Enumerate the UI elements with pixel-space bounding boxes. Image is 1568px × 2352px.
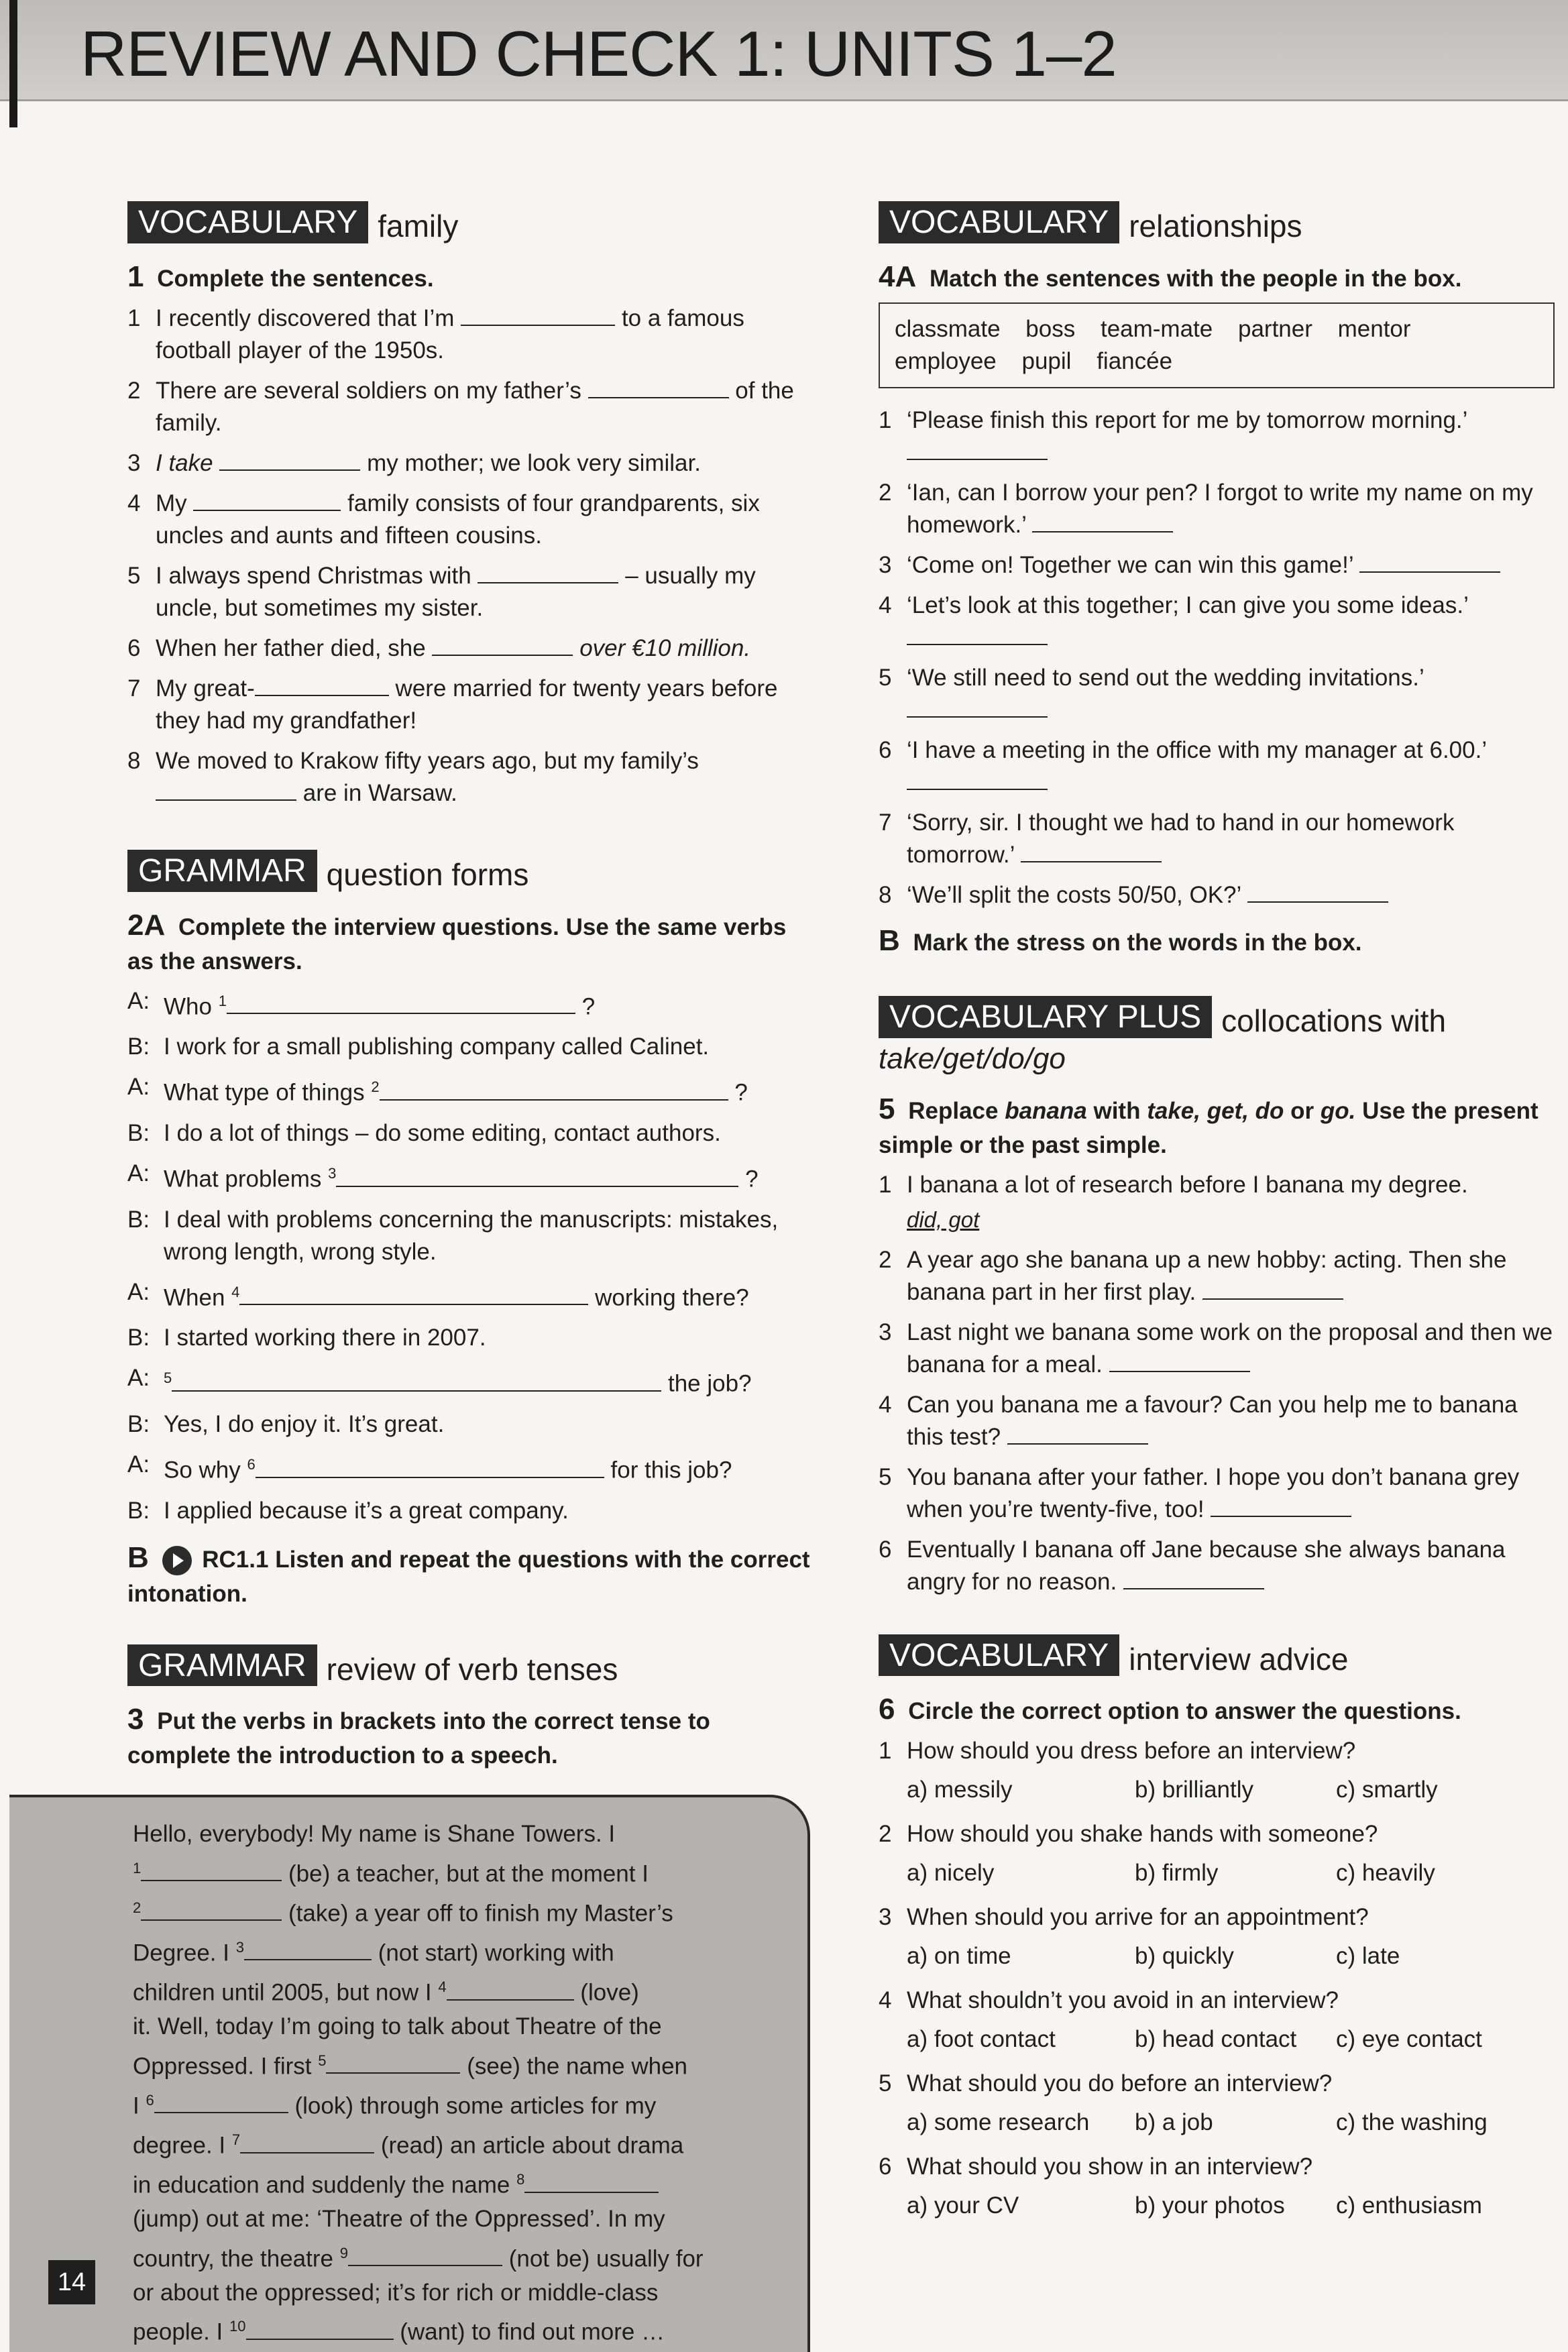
item-number: 1 [127, 304, 141, 331]
line-text: I applied because it’s a great company. [164, 1497, 569, 1524]
list-item [127, 447, 811, 480]
list-item [127, 488, 811, 552]
item-text: ‘Ian, can I borrow your pen? I forgot to write my name on my homework.’ [907, 479, 1533, 538]
item-text: over €10 million. [579, 634, 751, 661]
section-topic-continued: take/get/do/go [879, 1042, 1066, 1075]
item-number: 7 [127, 675, 141, 702]
answer-blank[interactable] [1202, 1298, 1343, 1300]
item-text: I banana a lot of research before I banana my degree. [907, 1171, 1468, 1198]
section-vocabulary-relationships [879, 201, 1556, 960]
item-number: 5 [879, 1463, 892, 1490]
speech-line: (jump) out at me: ‘Theatre of the Oppressed’. In my [133, 2206, 665, 2233]
answer-blank[interactable] [326, 2072, 460, 2074]
section-header [879, 1634, 1556, 1677]
line-end: ? [734, 1079, 748, 1106]
answer-blank[interactable] [172, 1390, 661, 1392]
answer-options [907, 1940, 1556, 1972]
list-item [879, 549, 1556, 581]
option-b[interactable]: b) brilliantly [1135, 1777, 1253, 1803]
answer-options [907, 1774, 1556, 1806]
option-c[interactable]: c) enthusiasm [1336, 2192, 1482, 2219]
item-number: 8 [879, 881, 892, 908]
speaker: A: [127, 1160, 150, 1186]
speaker: B: [127, 1206, 150, 1233]
list-item [879, 734, 1556, 799]
list-item [127, 632, 811, 665]
exercise-instruction [879, 1092, 1556, 1162]
question [879, 1735, 1556, 1767]
answer-blank[interactable] [907, 716, 1048, 718]
item-text: I take [156, 449, 213, 476]
instruction-keyword: banana [1005, 1097, 1087, 1124]
line-end: the job? [667, 1370, 752, 1397]
gap-number: 4 [231, 1283, 240, 1300]
answer-options [907, 2107, 1556, 2139]
speaker: A: [127, 987, 150, 1014]
item-text: I recently discovered that I’m [156, 304, 455, 331]
line-end: working there? [595, 1284, 749, 1311]
question [879, 2068, 1556, 2100]
item-number: 3 [879, 551, 892, 578]
answer-blank[interactable] [1007, 1443, 1148, 1445]
speaker: A: [127, 1074, 150, 1101]
option-c[interactable]: c) eye contact [1336, 2026, 1482, 2053]
list-item [879, 404, 1556, 469]
item-number: 3 [879, 1319, 892, 1345]
section-label: VOCABULARY PLUS [879, 996, 1212, 1038]
option-a[interactable]: a) your CV [907, 2192, 1019, 2219]
section-topic: relationships [1129, 209, 1302, 244]
instruction-keyword: go. [1320, 1097, 1356, 1124]
item-number: 5 [879, 2070, 892, 2097]
section-vocabulary-plus [879, 996, 1556, 1598]
speaker: A: [127, 1278, 150, 1305]
question [879, 1818, 1556, 1850]
dialog-line [127, 1031, 811, 1063]
speech-line: Degree. I $^3$ (not start) working with [133, 1938, 614, 1966]
word: team-mate [1100, 315, 1213, 342]
exercise-instruction [127, 1541, 811, 1611]
answer-blank[interactable] [1359, 571, 1500, 573]
list-item [879, 807, 1556, 871]
line-text: I work for a small publishing company called Calinet. [164, 1033, 710, 1060]
list-item [127, 673, 811, 737]
answer-options [907, 2190, 1556, 2222]
answer-blank[interactable] [227, 1012, 575, 1014]
exercise-part-label: B [127, 1541, 149, 1574]
answer-blank[interactable] [907, 458, 1048, 460]
example-answer: did, got [907, 1207, 980, 1232]
section-vocabulary-family [127, 201, 811, 809]
section-topic: review of verb tenses [326, 1651, 618, 1687]
question-text: What should you do before an interview? [907, 2070, 1333, 2097]
instruction-text: or [1290, 1097, 1314, 1124]
question-text: How should you shake hands with someone? [907, 1821, 1378, 1848]
item-number: 2 [879, 1246, 892, 1273]
exercise-items [879, 1169, 1556, 1598]
dialog-line [127, 1071, 811, 1109]
speech-line: in education and suddenly the name $^8$ [133, 2163, 777, 2202]
title-marker [9, 0, 17, 127]
speech-line: it. Well, today I’m going to talk about Theatre of the [133, 2013, 662, 2040]
answer-blank[interactable] [244, 1958, 372, 1960]
answer-options [907, 1857, 1556, 1889]
item-text: We moved to Krakow fifty years ago, but my family’s [156, 747, 699, 774]
list-item [127, 745, 811, 809]
list-item [879, 1169, 1556, 1201]
dialog-line [127, 985, 811, 1023]
item-number: 4 [879, 1987, 892, 2014]
speaker: A: [127, 1451, 150, 1477]
instruction-text: Put the verbs in brackets into the correct tense to complete the introduction to a speech. [127, 1708, 710, 1769]
line-text: So why [164, 1457, 241, 1483]
dialog-line [127, 1117, 811, 1150]
answer-blank[interactable] [524, 2191, 659, 2193]
word-box [879, 302, 1555, 388]
left-column [127, 201, 811, 1799]
speech-line: Hello, everybody! My name is Shane Towers. I [133, 1821, 616, 1847]
option-c[interactable]: c) smartly [1336, 1777, 1438, 1803]
line-end: ? [745, 1166, 759, 1192]
list-item [879, 590, 1556, 654]
answer-blank[interactable] [240, 2151, 374, 2153]
answer-blank[interactable] [907, 643, 1048, 645]
list-item [879, 1461, 1556, 1526]
answer-blank[interactable] [478, 581, 618, 583]
answer-options [907, 2023, 1556, 2056]
exercise-items [879, 1735, 1556, 2222]
item-text: were married for twenty years before they had my grandfather! [156, 675, 778, 734]
word: classmate [895, 315, 1001, 342]
word: boss [1025, 315, 1076, 342]
question [879, 2151, 1556, 2183]
item-text: ‘Let’s look at this together; I can give you some ideas.’ [907, 592, 1469, 618]
exercise-instruction [127, 260, 811, 296]
option-c[interactable]: c) late [1336, 1943, 1400, 1970]
item-text: Can you banana me a favour? Can you help me to banana this test? [907, 1391, 1518, 1450]
gap-number: 6 [247, 1455, 256, 1473]
item-text: ‘Come on! Together we can win this game!’ [907, 551, 1353, 578]
instruction-text: Mark the stress on the words in the box. [913, 929, 1362, 956]
word-box-row [895, 345, 1538, 378]
speaker: B: [127, 1033, 150, 1060]
item-text: ‘We still need to send out the wedding invitations.’ [907, 664, 1424, 691]
item-number: 5 [879, 664, 892, 691]
answer-blank[interactable] [156, 799, 296, 801]
line-text: What type of things [164, 1079, 365, 1106]
item-text: are in Warsaw. [302, 779, 457, 806]
item-number: 8 [127, 747, 141, 774]
word: pupil [1021, 347, 1072, 374]
item-number: 4 [127, 490, 141, 516]
speech-line: or about the oppressed; it’s for rich or middle-class [133, 2279, 659, 2306]
right-column [879, 201, 1556, 2249]
item-number: 6 [879, 736, 892, 763]
exercise-number: 3 [127, 1703, 144, 1736]
list-item [879, 477, 1556, 541]
option-b[interactable]: b) your photos [1135, 2192, 1285, 2219]
section-topic: question forms [326, 857, 529, 892]
option-a[interactable]: a) foot contact [907, 2026, 1056, 2053]
item-number: 1 [879, 406, 892, 433]
gap-number: 1 [218, 992, 227, 1009]
dialog-line [127, 1495, 811, 1527]
section-grammar-verb-tenses [127, 1644, 811, 1773]
item-text: ‘Sorry, sir. I thought we had to hand in our homework tomorrow.’ [907, 809, 1455, 868]
section-label: GRAMMAR [127, 850, 317, 892]
list-item [127, 560, 811, 624]
speaker: B: [127, 1119, 150, 1146]
gap-number: 3 [328, 1164, 337, 1182]
item-number: 2 [879, 479, 892, 506]
instruction-keyword: take, get, do [1147, 1097, 1284, 1124]
speaker: B: [127, 1497, 150, 1524]
item-text: You banana after your father. I hope you don’t banana grey when you’re twenty-five, too! [907, 1463, 1520, 1522]
gap-number: 5 [164, 1369, 172, 1387]
item-number: 7 [879, 809, 892, 836]
interview-dialog [127, 985, 811, 1527]
item-number: 6 [879, 1536, 892, 1563]
speaker: B: [127, 1325, 150, 1351]
exercise-part-label: B [879, 923, 900, 957]
list-item [879, 1534, 1556, 1598]
option-b[interactable]: b) firmly [1135, 1860, 1219, 1887]
item-text: A year ago she banana up a new hobby: acting. Then she banana part in her first play. [907, 1246, 1507, 1305]
section-topic: interview advice [1129, 1641, 1349, 1677]
option-a[interactable]: a) on time [907, 1943, 1011, 1970]
dialog-line [127, 1449, 811, 1487]
instruction-text: Complete the sentences. [157, 265, 434, 292]
item-text: – usually my uncle, but sometimes my sister. [156, 562, 756, 621]
question-text: When should you arrive for an appointment? [907, 1904, 1369, 1931]
answer-blank[interactable] [348, 2264, 502, 2266]
section-vocabulary-interview [879, 1634, 1556, 2223]
item-number: 4 [879, 1391, 892, 1418]
instruction-text: Match the sentences with the people in the box. [929, 265, 1462, 292]
item-text: My great- [156, 675, 255, 702]
line-text: Yes, I do enjoy it. It’s great. [164, 1410, 445, 1437]
speech-line: country, the theatre $^9$ (not be) usually for [133, 2244, 704, 2272]
list-item [879, 1244, 1556, 1308]
line-end: for this job? [610, 1457, 732, 1483]
exercise-instruction [127, 908, 811, 978]
word: fiancée [1097, 347, 1173, 374]
exercise-instruction [879, 260, 1556, 296]
speech-line: people. I $^{10}$ (want) to find out more … [133, 2318, 665, 2346]
option-a[interactable]: a) some research [907, 2109, 1090, 2136]
item-number: 3 [879, 1904, 892, 1931]
item-text: There are several soldiers on my father’s [156, 377, 581, 404]
line-text: I started working there in 2007. [164, 1325, 486, 1351]
section-header [127, 201, 811, 243]
item-text: Last night we banana some work on the proposal and then we banana for a meal. [907, 1319, 1553, 1378]
item-number: 1 [879, 1738, 892, 1765]
speech-line: $^1$ (be) a teacher, but at the moment I [133, 1859, 649, 1887]
answer-blank[interactable] [141, 1879, 282, 1881]
exercise-items [127, 302, 811, 809]
exercise-instruction [879, 923, 1556, 960]
section-header [127, 850, 811, 892]
item-number: 3 [127, 449, 141, 476]
question [879, 1901, 1556, 1934]
item-text: ‘I have a meeting in the office with my manager at 6.00.’ [907, 736, 1488, 763]
exercise-items [879, 404, 1556, 911]
item-text: to a famous football player of the 1950s. [156, 304, 744, 363]
speech-line: Oppressed. I first $^5$ (see) the name when [133, 2052, 687, 2080]
answer-blank[interactable] [336, 1185, 738, 1187]
dialog-line [127, 1276, 811, 1314]
section-label: GRAMMAR [127, 1644, 317, 1687]
line-text: When [164, 1284, 225, 1311]
item-text: my mother; we look very similar. [367, 449, 701, 476]
speech-line: $^2$ (take) a year off to finish my Master’s [133, 1899, 673, 1927]
dialog-line [127, 1362, 811, 1400]
line-end: ? [581, 993, 596, 1020]
instruction-text: Complete the interview questions. Use the same verbs as the answers. [127, 913, 787, 974]
section-topic: family [378, 209, 459, 244]
dialog-line [127, 1408, 811, 1441]
speech-line: I $^6$ (look) through some articles for my [133, 2091, 657, 2119]
instruction-text: Listen and repeat the questions with the correct intonation. [127, 1546, 810, 1607]
answer-blank[interactable] [1247, 901, 1388, 903]
answer-blank[interactable] [239, 1303, 588, 1305]
answer-blank[interactable] [256, 1476, 604, 1478]
item-text: My [156, 490, 187, 516]
option-a[interactable]: a) messily [907, 1777, 1013, 1803]
list-item [127, 375, 811, 439]
exercise-number: 5 [879, 1092, 895, 1125]
option-c[interactable]: c) the washing [1336, 2109, 1488, 2136]
word: employee [895, 347, 997, 374]
answer-blank[interactable] [1032, 530, 1173, 533]
answer-blank[interactable] [907, 788, 1048, 790]
section-header [879, 996, 1556, 1038]
option-b[interactable]: b) quickly [1135, 1943, 1234, 1970]
answer-blank[interactable] [447, 1999, 574, 2001]
item-number: 4 [879, 592, 892, 618]
question-text: What shouldn’t you avoid in an interview? [907, 1987, 1339, 2014]
option-b[interactable]: b) head contact [1135, 2026, 1297, 2053]
speech-line: degree. I $^7$ (read) an article about drama [133, 2131, 684, 2159]
section-label: VOCABULARY [879, 201, 1119, 243]
answer-blank[interactable] [255, 694, 389, 696]
list-item [879, 662, 1556, 726]
item-text: I always spend Christmas with [156, 562, 471, 589]
line-text: I deal with problems concerning the manuscripts: mistakes, wrong length, wrong style. [164, 1206, 779, 1265]
answer-blank[interactable] [461, 324, 615, 326]
page-number: 14 [48, 2260, 95, 2304]
list-item [127, 302, 811, 367]
item-number: 6 [879, 2153, 892, 2180]
item-text: Eventually I banana off Jane because she always banana angry for no reason. [907, 1536, 1506, 1595]
line-text: What problems [164, 1166, 322, 1192]
speech-text [133, 1817, 777, 2350]
answer-blank[interactable] [154, 2111, 288, 2113]
item-number: 2 [127, 377, 141, 404]
answer-blank[interactable] [432, 654, 573, 656]
list-item [879, 1389, 1556, 1453]
exercise-number: 4A [879, 260, 917, 293]
item-text: of the family. [156, 377, 794, 436]
answer-blank[interactable] [380, 1099, 728, 1101]
exercise-number: 1 [127, 260, 144, 293]
option-b[interactable]: b) a job [1135, 2109, 1213, 2136]
item-number: 6 [127, 634, 141, 661]
item-text: When her father died, she [156, 634, 426, 661]
instruction-text: Use the present simple or the past simple. [879, 1097, 1538, 1158]
item-text: ‘Please finish this report for me by tomorrow morning.’ [907, 406, 1468, 433]
question [879, 1984, 1556, 2017]
item-number: 5 [127, 562, 141, 589]
exercise-instruction [879, 1692, 1556, 1728]
option-c[interactable]: c) heavily [1336, 1860, 1435, 1887]
item-number: 1 [879, 1171, 892, 1198]
exercise-instruction [127, 1702, 811, 1773]
dialog-line [127, 1158, 811, 1196]
answer-blank[interactable] [219, 469, 360, 471]
item-text: ‘We’ll split the costs 50/50, OK?’ [907, 881, 1241, 908]
word-box-row [895, 313, 1538, 345]
section-label: VOCABULARY [879, 1634, 1119, 1677]
answer-blank[interactable] [193, 509, 341, 511]
word: partner [1237, 315, 1312, 342]
section-label: VOCABULARY [127, 201, 368, 243]
instruction-text: Circle the correct option to answer the questions. [908, 1698, 1461, 1725]
speaker: A: [127, 1365, 150, 1392]
exercise-number: 2A [127, 908, 166, 942]
answer-blank[interactable] [1109, 1370, 1250, 1372]
speech-line: children until 2005, but now I $^4$ (love) [133, 1978, 639, 2006]
answer-blank[interactable] [246, 2338, 394, 2340]
instruction-text: with [1093, 1097, 1141, 1124]
line-text: I do a lot of things – do some editing, contact authors. [164, 1119, 721, 1146]
audio-play-icon[interactable] [162, 1546, 192, 1575]
instruction-text: Replace [908, 1097, 999, 1124]
line-text: Who [164, 993, 212, 1020]
page-title: REVIEW AND CHECK 1: UNITS 1–2 [80, 18, 1117, 90]
section-grammar-question-forms [127, 850, 811, 1611]
word: mentor [1337, 315, 1411, 342]
exercise-number: 6 [879, 1693, 895, 1726]
answer-blank[interactable] [141, 1919, 282, 1921]
section-header [879, 201, 1556, 243]
audio-track-label: RC1.1 [202, 1546, 269, 1573]
question-text: What should you show in an interview? [907, 2153, 1313, 2180]
speaker: B: [127, 1410, 150, 1437]
dialog-line [127, 1322, 811, 1354]
answer-blank[interactable] [1021, 860, 1162, 862]
question-text: How should you dress before an interview? [907, 1738, 1356, 1765]
answer-blank[interactable] [1211, 1515, 1351, 1517]
answer-blank[interactable] [1123, 1587, 1264, 1589]
dialog-line [127, 1204, 811, 1268]
answer-blank[interactable] [588, 396, 729, 398]
list-item [879, 879, 1556, 911]
list-item [879, 1317, 1556, 1381]
option-a[interactable]: a) nicely [907, 1860, 995, 1887]
gap-number: 2 [371, 1078, 380, 1096]
section-topic: collocations with [1221, 1003, 1447, 1038]
section-header [127, 1644, 811, 1687]
item-number: 2 [879, 1821, 892, 1848]
item-text: family consists of four grandparents, six uncles and aunts and fifteen cousins. [156, 490, 760, 549]
